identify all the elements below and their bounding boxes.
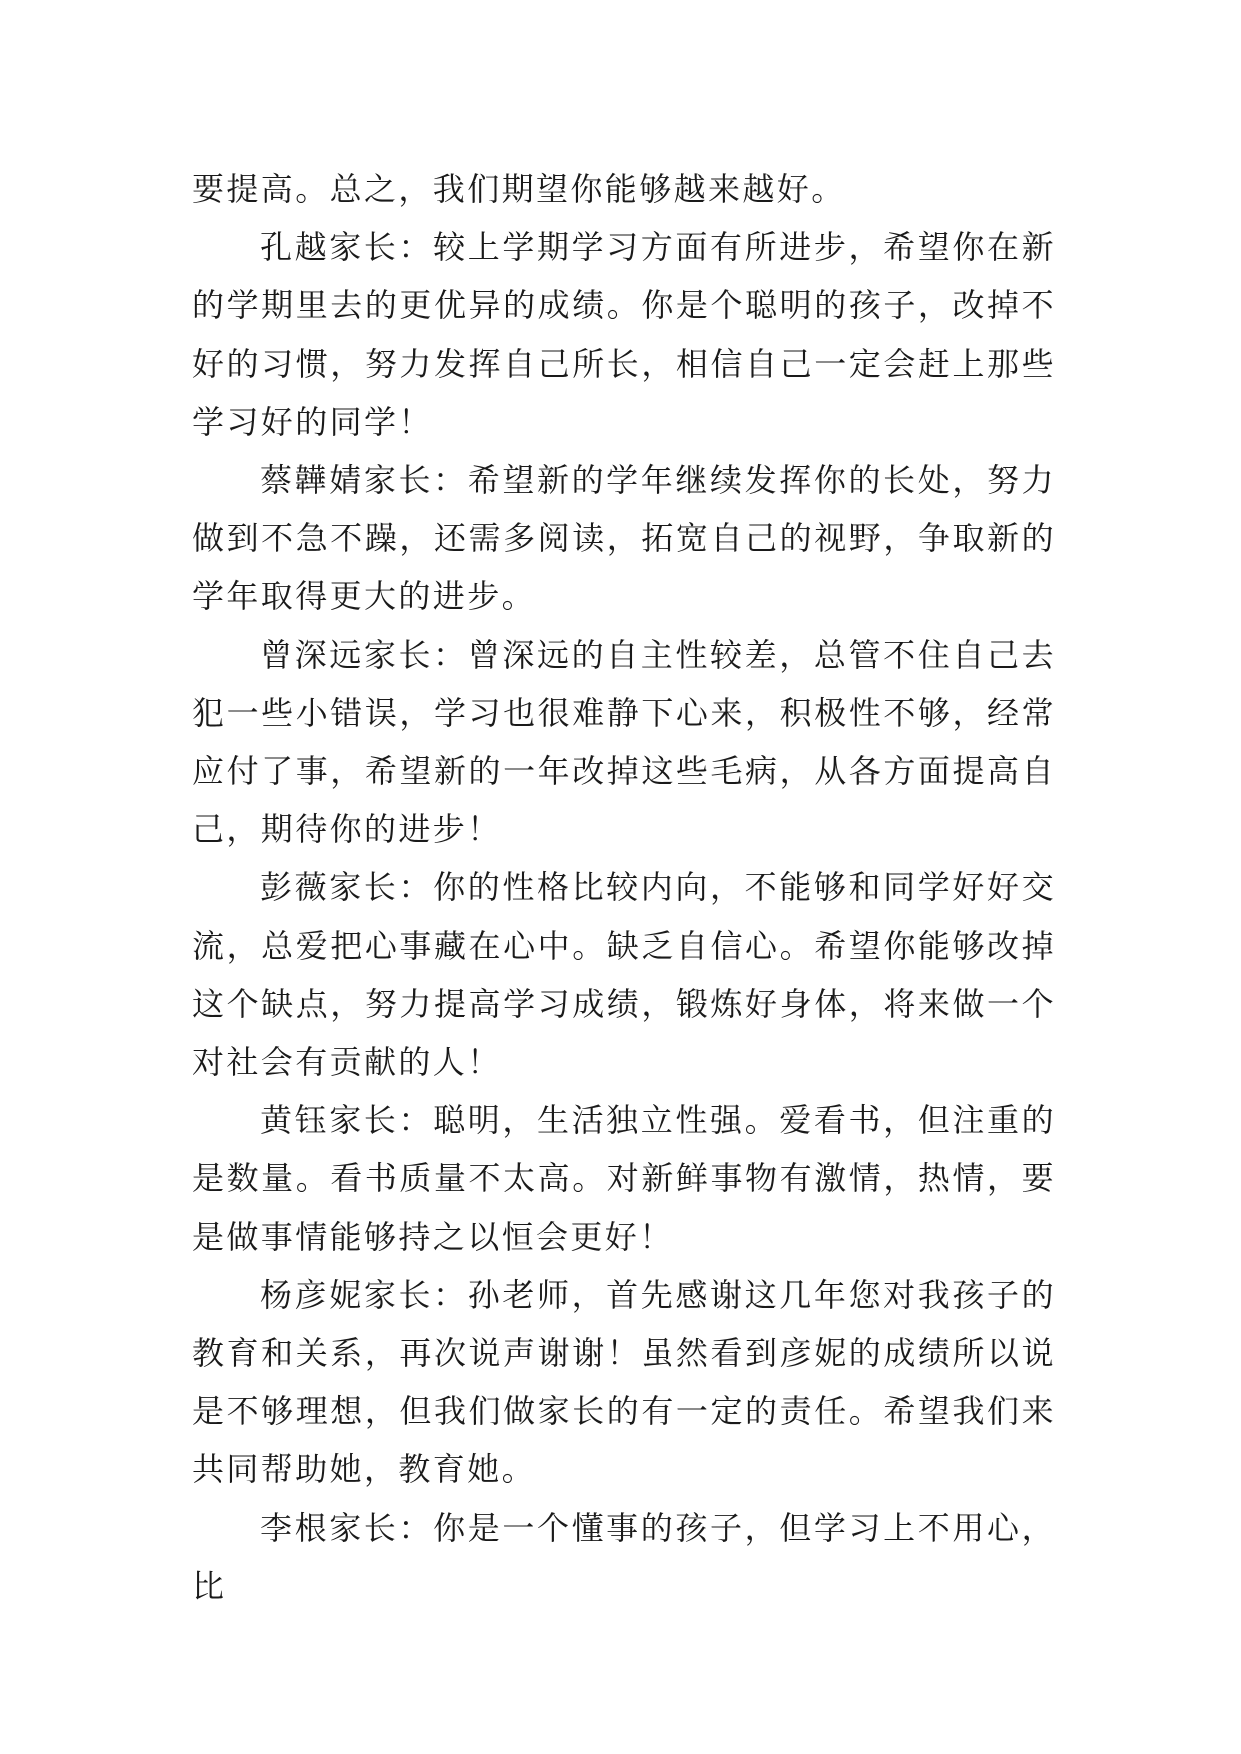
paragraph-huang-yu-parent: 黄钰家长：聪明，生活独立性强。爱看书，但注重的是数量。看书质量不太高。对新鲜事物有激情，热情，要是做事情能够持之以恒会更好！	[192, 1101, 1056, 1256]
paragraph-continuation: 要提高。总之，我们期望你能够越来越好。	[192, 170, 846, 208]
paragraph-yang-yanni-parent: 杨彦妮家长：孙老师，首先感谢这几年您对我孩子的教育和关系，再次说声谢谢！虽然看到彦妮的成绩所以说是不够理想，但我们做家长的有一定的责任。希望我们来共同帮助她，教育她。	[192, 1275, 1056, 1489]
paragraph-peng-wei-parent: 彭薇家长：你的性格比较内向，不能够和同学好好交流，总爱把心事藏在心中。缺乏自信心。希望你能够改掉这个缺点，努力提高学习成绩，锻炼好身体，将来做一个对社会有贡献的人！	[192, 868, 1056, 1082]
paragraph-kong-yue-parent: 孔越家长：较上学期学习方面有所进步，希望你在新的学期里去的更优异的成绩。你是个聪明的孩子，改掉不好的习惯，努力发挥自己所长，相信自己一定会赶上那些学习好的同学！	[192, 228, 1056, 441]
paragraph-zeng-shenyuan-parent: 曾深远家长：曾深远的自主性较差，总管不住自己去犯一些小错误，学习也很难静下心来，积极性不够，经常应付了事，希望新的一年改掉这些毛病，从各方面提高自己，期待你的进步！	[192, 635, 1056, 849]
paragraph-cai-weijing-parent: 蔡韡婧家长：希望新的学年继续发挥你的长处，努力做到不急不躁，还需多阅读，拓宽自己的视野，争取新的学年取得更大的进步。	[192, 461, 1056, 616]
document-body	[192, 160, 1056, 1615]
paragraph-li-gen-parent: 李根家长：你是一个懂事的孩子，但学习上不用心，比	[192, 1508, 1056, 1605]
